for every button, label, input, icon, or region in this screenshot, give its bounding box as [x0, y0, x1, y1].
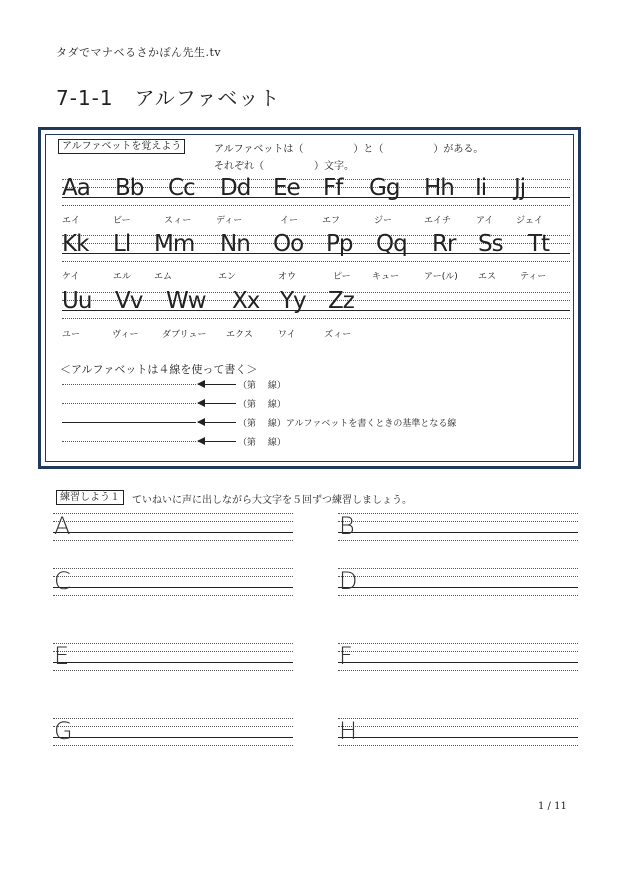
reading: キュー	[372, 272, 400, 282]
practice-lines-B[interactable]	[338, 513, 578, 541]
letter-pair: Aa	[62, 175, 90, 201]
reading: エン	[218, 272, 237, 282]
reading: スィー	[164, 216, 192, 226]
letter-pair: Yy	[280, 288, 306, 314]
letter-pair: Gg	[369, 175, 400, 201]
letter-pair: Mm	[154, 231, 195, 257]
letter-pair: Ll	[113, 231, 131, 257]
reading: ビー	[113, 216, 131, 226]
reading: ピー	[333, 272, 351, 282]
question-line-2: それぞれ（ ）文字。	[214, 161, 354, 172]
letter-pair: Uu	[62, 288, 92, 314]
line-label-2: （第 線）	[238, 400, 286, 410]
practice-letter: G	[54, 717, 73, 745]
line-sample-4	[62, 441, 196, 442]
line-label-1: （第 線）	[238, 381, 286, 391]
line-sample-3	[62, 422, 196, 423]
letter-pair: Ss	[478, 231, 503, 257]
line-label-4: （第 線）	[238, 438, 286, 448]
reading: ヴィー	[112, 330, 139, 340]
line-sample-1	[62, 384, 196, 385]
reading: ジェイ	[516, 216, 543, 226]
reading: ディー	[216, 216, 243, 226]
four-line-heading: ＜アルファベットは４線を使って書く＞	[60, 363, 258, 376]
reading: エス	[478, 272, 497, 282]
letter-pair: Ww	[166, 288, 206, 314]
letter-pair: Dd	[220, 175, 251, 201]
question-line-1: アルファベットは（ ）と（ ）がある。	[214, 144, 484, 155]
practice-letter: H	[339, 717, 358, 745]
reading: ジー	[374, 216, 393, 226]
reading: ズィー	[324, 330, 352, 340]
letter-pair: Oo	[273, 231, 304, 257]
letter-pair: Ee	[273, 175, 300, 201]
reading: エイ	[62, 216, 81, 226]
letter-pair: Zz	[328, 288, 354, 314]
page-title: 7-1-1 アルファベット	[56, 86, 281, 110]
reading: アー(ル)	[424, 272, 458, 282]
reading: ダブリュー	[162, 330, 207, 340]
reading: ケイ	[62, 272, 80, 282]
line-sample-2	[62, 403, 196, 404]
practice-box-label: 練習しよう１	[56, 490, 124, 505]
arrow-icon	[198, 384, 236, 385]
letter-pair: Nn	[220, 231, 250, 257]
letter-pair: Jj	[514, 175, 526, 201]
letter-pair: Kk	[62, 231, 89, 257]
alphabet-panel	[38, 127, 581, 469]
site-name: タダでマナベるさかぽん先生.tv	[56, 46, 222, 59]
letter-pair: Ff	[323, 175, 343, 201]
reading: イー	[280, 216, 299, 226]
practice-instruction: ていねいに声に出しながら大文字を５回ずつ練習しましょう。	[132, 495, 412, 506]
practice-letter: F	[339, 642, 353, 670]
reading: エル	[113, 272, 132, 282]
reading: アイ	[476, 216, 494, 226]
practice-letter: A	[54, 512, 71, 540]
reading: ワイ	[278, 330, 296, 340]
letter-pair: Tt	[528, 231, 550, 257]
letter-pair: Hh	[424, 175, 454, 201]
reading: エクス	[226, 330, 253, 340]
practice-lines-C[interactable]	[53, 568, 293, 596]
letter-pair: Cc	[168, 175, 195, 201]
practice-letter: E	[54, 642, 70, 670]
letter-pair: Xx	[232, 288, 260, 314]
letter-pair: Pp	[326, 231, 353, 257]
reading: エム	[154, 272, 173, 282]
page-number: 1 / 11	[538, 801, 567, 812]
practice-lines-G[interactable]	[53, 718, 293, 746]
reading: エフ	[322, 216, 341, 226]
reading: オウ	[278, 272, 297, 282]
arrow-icon	[198, 422, 236, 423]
letter-pair: Bb	[115, 175, 144, 201]
reading: ティー	[520, 272, 547, 282]
section-box-label: アルファベットを覚えよう	[58, 139, 185, 154]
line-label-3: （第 線）アルファベットを書くときの基準となる線	[238, 419, 457, 429]
practice-lines-E[interactable]	[53, 643, 293, 671]
arrow-icon	[198, 403, 236, 404]
letter-pair: Rr	[432, 231, 456, 257]
reading: ユー	[62, 330, 81, 340]
practice-letter: B	[339, 512, 355, 540]
practice-lines-D[interactable]	[338, 568, 578, 596]
letter-pair: Qq	[376, 231, 407, 257]
practice-lines-F[interactable]	[338, 643, 578, 671]
arrow-icon	[198, 441, 236, 442]
practice-lines-A[interactable]	[53, 513, 293, 541]
reading: エイチ	[424, 216, 452, 226]
letter-pair: Ii	[475, 175, 487, 201]
practice-letter: D	[339, 567, 358, 595]
practice-letter: C	[54, 567, 71, 595]
letter-pair: Vv	[115, 288, 143, 314]
practice-lines-H[interactable]	[338, 718, 578, 746]
